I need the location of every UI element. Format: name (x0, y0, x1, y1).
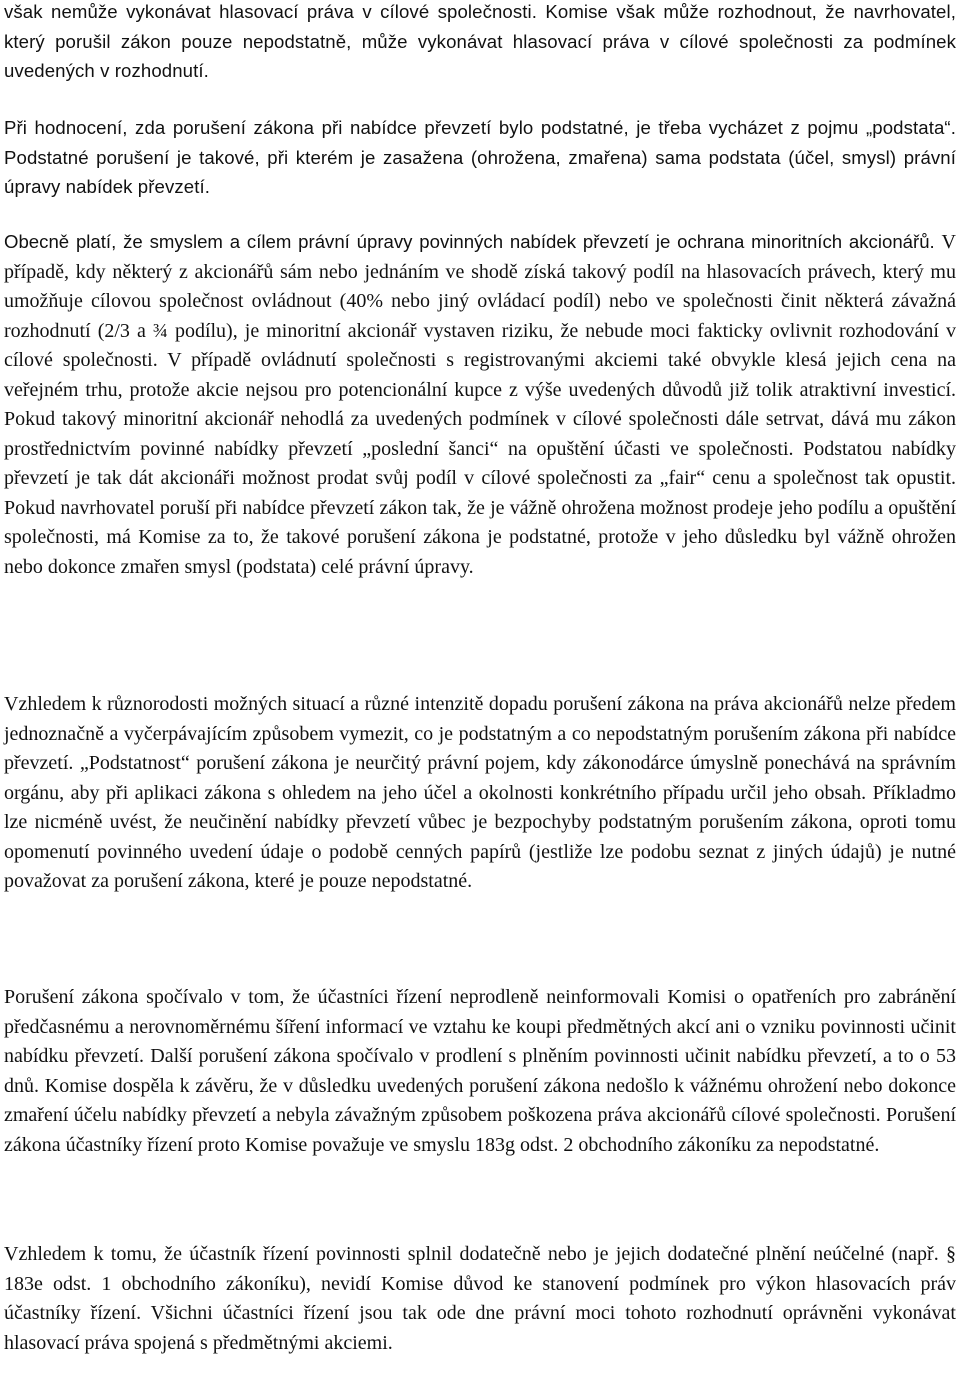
paragraph-text: však nemůže vykonávat hlasovací práva v cílové společnosti. Komise však může rozhodnout, že navrhovatel, který porušil zákon pouze nepodstatně, může vykonávat hlasovací práva v cílové společnosti za podmínek uvedených v rozhodnutí. (4, 1, 956, 81)
paragraph-variety-of-situations (4, 690, 956, 897)
paragraph-purpose-of-regulation (4, 227, 956, 582)
paragraph-violation-details (4, 983, 956, 1160)
paragraph-text: Vzhledem k tomu, že účastník řízení povinnosti splnil dodatečně nebo je jejich dodatečné plnění neúčelné (např. § 183e odst. 1 obchodního zákoníku), nevidí Komise důvod ke stanovení podmínek pro výkon hlasovacích práv účastníky řízení. Všichni účastníci řízení jsou tak ode dne právní moci tohoto rozhodnutí oprávněni vykonávat hlasovací práva spojená s předmětnými akciemi. (4, 1243, 956, 1354)
paragraph-text: Při hodnocení, zda porušení zákona při nabídce převzetí bylo podstatné, je třeba vycházet z pojmu „podstata“. Podstatné porušení je takové, při kterém je zasažena (ohrožena, zmařena) sama podstata (účel, smysl) právní úpravy nabídek převzetí. (4, 117, 956, 197)
paragraph-text: V případě, kdy některý z akcionářů sám nebo jednáním ve shodě získá takový podíl na hlasovacích právech, který mu umožňuje cílovou společnost ovládnout (40% nebo jiný ovládací podíl) nebo ve společnosti činit některá závažná rozhodnutí (2/3 a ¾ podílu), je minoritní akcionář vystaven riziku, že nebude moci fakticky ovlivnit rozhodování v cílové společnosti. V případě ovládnutí společnosti s registrovanými akciemi také obvykle klesá jejich cena na veřejném trhu, protože akcie nejsou pro potencionální kupce z výše uvedených důvodů již tolik atraktivní investicí. Pokud takový minoritní akcionář nehodlá za uvedených podmínek v cílové společnosti dále setrvat, dává mu zákon prostřednictvím povinné nabídky převzetí „poslední šanci“ na opuštění účasti ve společnosti. Podstatou nabídky převzetí je tak dát akcionáři možnost prodat svůj podíl v cílové společnosti za „fair“ cenu a společnost tak opustit. Pokud navrhovatel poruší při nabídce převzetí zákon tak, že je vážně ohrožena možnost prodeje jeho podílu a opuštění společnosti, má Komise za to, že takové porušení zákona je podstatné, protože v jeho důsledku byl vážně ohrožen nebo dokonce zmařen smysl (podstata) celé právní úpravy. (4, 231, 956, 578)
paragraph-conclusion-voting-rights (4, 1240, 956, 1358)
paragraph-assessment-of-substantiality (4, 113, 956, 202)
paragraph-text: Vzhledem k různorodosti možných situací a různé intenzitě dopadu porušení zákona na práva akcionářů nelze předem jednoznačně a vyčerpávajícím způsobem vymezit, co je podstatným a co nepodstatným porušením zákona při nabídce převzetí. „Podstatnost“ porušení zákona je neurčitý právní pojem, kdy zákonodárce úmyslně ponechává na správním orgánu, aby při aplikaci zákona s ohledem na jeho účel a okolnosti konkrétního případu určil jeho obsah. Příkladmo lze nicméně uvést, že neučinění nabídky převzetí vůbec je bezpochyby podstatným porušením zákona, oproti tomu opomenutí povinného uvedení údaje o podobě cenných papírů (jestliže lze podobu seznat z jiných údajů) je nutné považovat za porušení zákona, které je pouze nepodstatné. (4, 693, 956, 892)
paragraph-text: Porušení zákona spočívalo v tom, že účastníci řízení neprodleně neinformovali Komisi o opatřeních pro zabránění předčasnému a nerovnoměrnému šíření informací ve vztahu ke koupi předmětných akcí ani o vzniku povinnosti učinit nabídku převzetí. Další porušení zákona spočívalo v prodlení s plněním povinnosti učinit nabídku převzetí, a to o 53 dnů. Komise dospěla k závěru, že v důsledku uvedených porušení zákona nedošlo k vážnému ohrožení nebo dokonce zmaření účelu nabídky převzetí a nebyla závažným způsobem poškozena práva akcionářů cílové společnosti. Porušení zákona účastníky řízení proto Komise považuje ve smyslu 183g odst. 2 obchodního zákoníku za nepodstatné. (4, 986, 956, 1156)
paragraph-voting-rights-continuation (4, 0, 956, 86)
paragraph-text-lead: Obecně platí, že smyslem a cílem právní úpravy povinných nabídek převzetí je ochrana minoritních akcionářů. (4, 231, 942, 252)
